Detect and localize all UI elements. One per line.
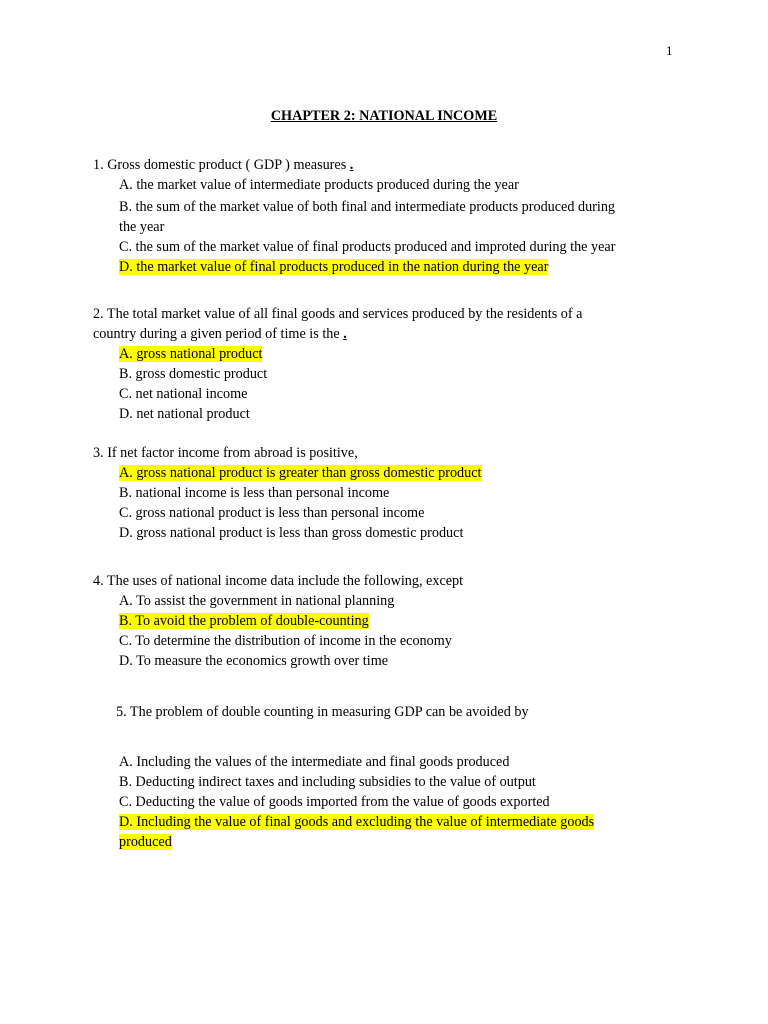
option-d: D. To measure the economics growth over time xyxy=(119,653,389,669)
question-stem: 4. The uses of national income data include the following, except xyxy=(93,573,464,589)
option-c: C. gross national product is less than personal income xyxy=(119,505,425,521)
option-c: C. To determine the distribution of income in the economy xyxy=(119,633,452,649)
question-1 xyxy=(93,155,663,277)
option-a: A. the market value of intermediate products produced during the year xyxy=(119,177,519,193)
question-5-options xyxy=(93,752,663,852)
answer-highlight: D. the market value of final products produced in the nation during the year xyxy=(119,259,549,275)
question-2 xyxy=(93,304,663,424)
page-number: 1 xyxy=(666,43,673,58)
question-stem: 3. If net factor income from abroad is positive, xyxy=(93,445,358,461)
option-b: B. the sum of the market value of both final and intermediate products produced during the year xyxy=(119,199,616,235)
option-c: C. Deducting the value of goods imported from the value of goods exported xyxy=(119,794,550,810)
option-d: D. net national product xyxy=(119,406,250,422)
question-4 xyxy=(93,571,663,671)
answer-highlight: A. gross national product xyxy=(119,346,263,362)
option-b: B. Deducting indirect taxes and including subsidies to the value of output xyxy=(119,774,536,790)
chapter-title: CHAPTER 2: NATIONAL INCOME xyxy=(270,108,498,124)
option-c: C. the sum of the market value of final products produced and improted during the year xyxy=(119,239,616,255)
option-b xyxy=(119,611,663,631)
answer-highlight: B. To avoid the problem of double-counting xyxy=(119,613,369,629)
question-stem: 2. The total market value of all final goods and services produced by the residents of a country during a given period of time is the . xyxy=(93,306,583,342)
question-5 xyxy=(93,702,663,852)
option-d: D. gross national product is less than gross domestic product xyxy=(119,525,464,541)
option-d xyxy=(119,257,663,277)
option-a: A. Including the values of the intermediate and final goods produced xyxy=(119,754,510,770)
option-b: B. national income is less than personal income xyxy=(119,485,390,501)
question-3 xyxy=(93,443,663,543)
option-d xyxy=(119,812,663,852)
question-stem: 5. The problem of double counting in measuring GDP can be avoided by xyxy=(116,704,529,720)
option-a xyxy=(119,344,663,364)
question-stem: 1. Gross domestic product ( GDP ) measures . xyxy=(93,157,354,173)
answer-highlight-continued: produced xyxy=(119,834,172,850)
option-a: A. To assist the government in national planning xyxy=(119,593,395,609)
option-a xyxy=(119,463,663,483)
answer-highlight: A. gross national product is greater than gross domestic product xyxy=(119,465,482,481)
option-c: C. net national income xyxy=(119,386,248,402)
answer-highlight: D. Including the value of final goods and excluding the value of intermediate goods xyxy=(119,814,595,830)
option-b: B. gross domestic product xyxy=(119,366,268,382)
